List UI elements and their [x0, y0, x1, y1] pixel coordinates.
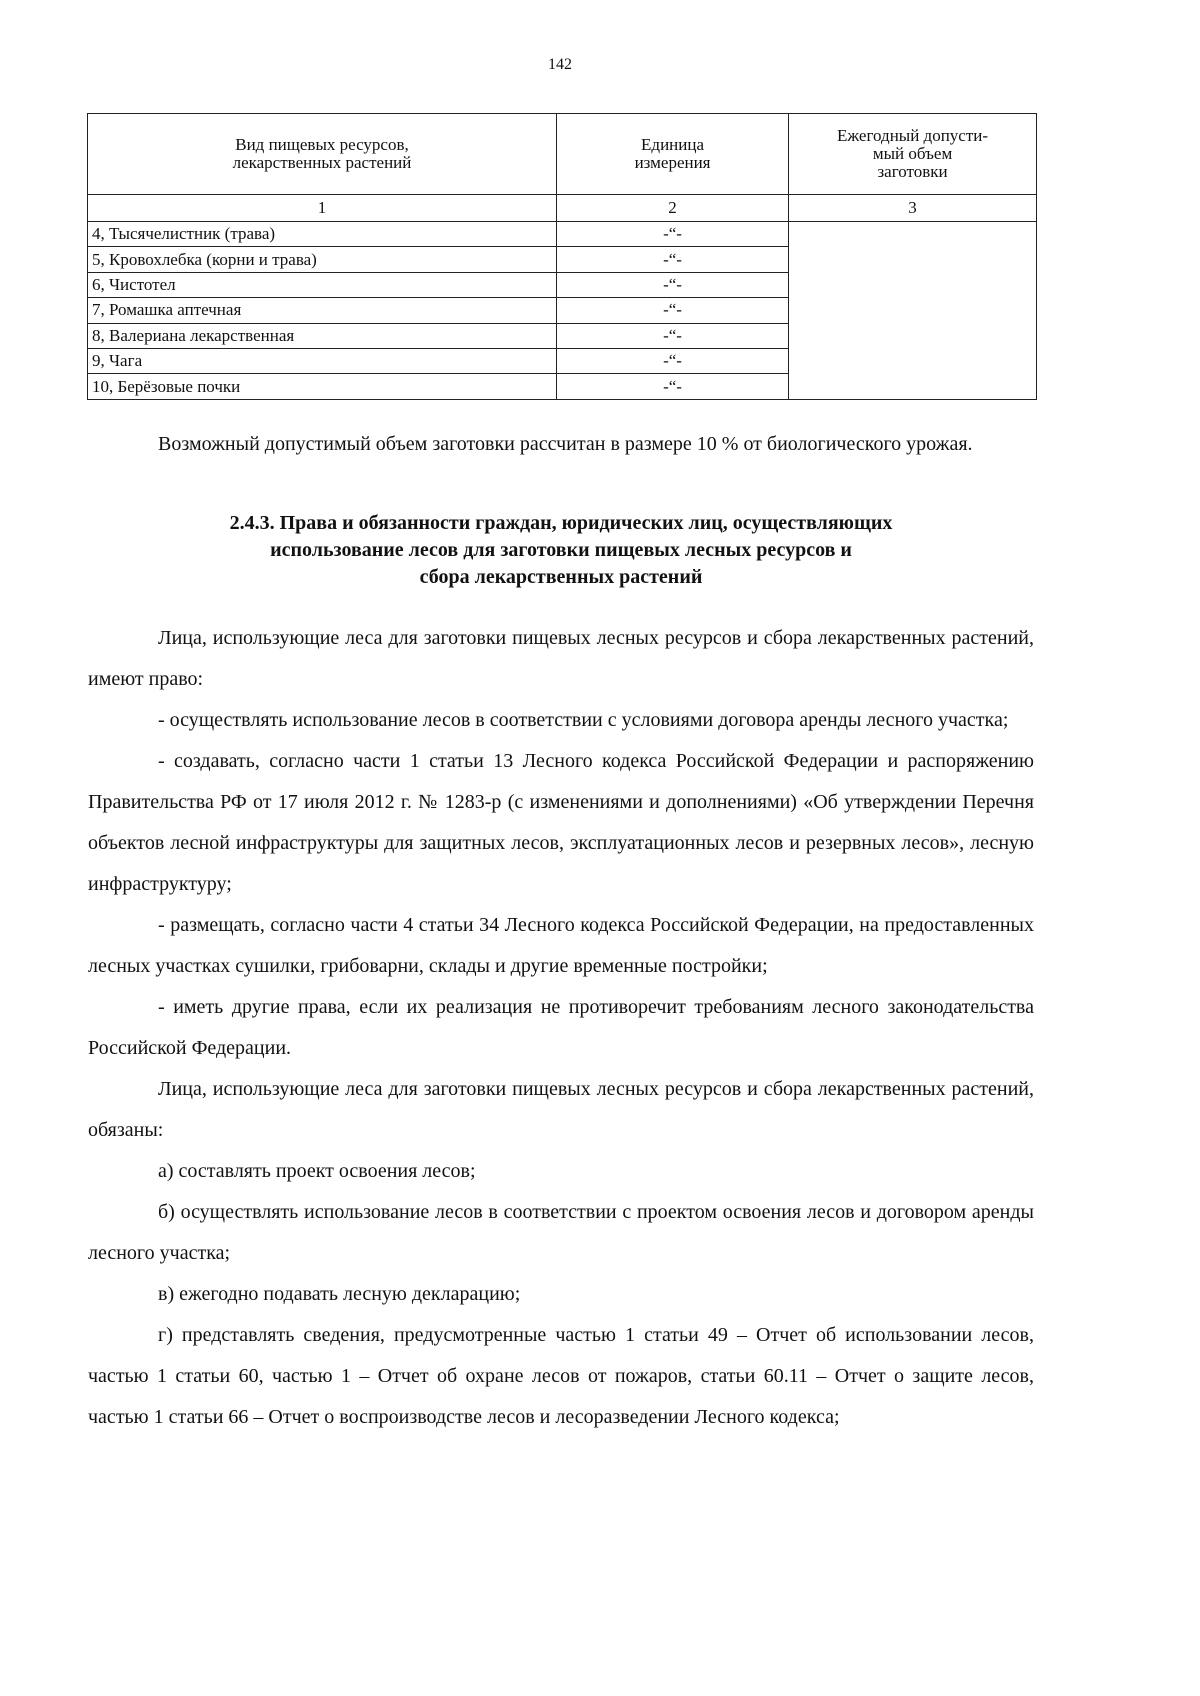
resource-unit: -“- — [556, 272, 788, 297]
resource-name: 4, Тысячелистник (трава) — [88, 222, 557, 247]
resource-name: 9, Чага — [88, 348, 557, 373]
note-paragraph: Возможный допустимый объем заготовки рассчитан в размере 10 % от биологического урожая. — [158, 433, 973, 455]
header-annual-volume — [789, 114, 1037, 195]
header-line: Единица — [641, 135, 705, 155]
table-row — [88, 222, 1037, 247]
heading-line: использование лесов для заготовки пищевых лесных ресурсов и — [270, 539, 852, 561]
rights-intro: Лица, использующие леса для заготовки пищевых лесных ресурсов и сбора лекарственных растений, имеют право: — [88, 627, 1034, 690]
resource-name: 6, Чистотел — [88, 272, 557, 297]
header-line: Вид пищевых ресурсов, — [235, 135, 409, 155]
rights-item: - иметь другие права, если их реализация не противоречит требованиям лесного законодательства Российской Федерации. — [88, 996, 1034, 1059]
resource-unit: -“- — [556, 323, 788, 348]
header-line: заготовки — [877, 161, 948, 181]
resource-name: 7, Ромашка аптечная — [88, 298, 557, 323]
duties-item: б) осуществлять использование лесов в соответствии с проектом освоения лесов и договором аренды лесного участка; — [88, 1201, 1034, 1264]
page-number: 142 — [548, 56, 572, 73]
column-number: 1 — [88, 195, 557, 222]
resource-name: 10, Берёзовые почки — [88, 374, 557, 399]
header-unit — [556, 114, 788, 195]
resource-unit: -“- — [556, 222, 788, 247]
header-line: лекарственных растений — [232, 153, 412, 172]
column-number: 3 — [789, 195, 1037, 222]
column-number-row — [88, 195, 1037, 222]
header-line: измерения — [634, 153, 711, 172]
duties-item: г) представлять сведения, предусмотренные частью 1 статьи 49 – Отчет об использовании лесов, частью 1 статьи 60, частью 1 – Отчет об охране лесов от пожаров, статьи 60.11 – Отчет о защите лесов, частью 1 статьи 66 – Отчет о воспроизводстве лесов и лесоразведении Лесного кодекса; — [88, 1324, 1034, 1428]
section-body — [88, 618, 1034, 1438]
table-note — [88, 424, 1034, 465]
resource-name: 5, Кровохлебка (корни и трава) — [88, 247, 557, 272]
rights-item: - создавать, согласно части 1 статьи 13 Лесного кодекса Российской Федерации и распоряжению Правительства РФ от 17 июля 2012 г. № 1283-р (с изменениями и дополнениями) «Об утверждении Перечня объектов лесной инфраструктуры для защитных лесов, эксплуатационных лесов и резервных лесов», лесную инфраструктуру; — [88, 750, 1034, 895]
resource-unit: -“- — [556, 348, 788, 373]
header-line: Ежегодный допусти- — [837, 126, 989, 146]
heading-line: сбора лекарственных растений — [419, 566, 703, 588]
header-line: мый объем — [872, 144, 953, 164]
heading-line: 2.4.3. Права и обязанности граждан, юридических лиц, осуществляющих — [229, 512, 893, 534]
section-heading — [88, 510, 1034, 591]
resource-unit: -“- — [556, 298, 788, 323]
table-header-row — [88, 114, 1037, 195]
resource-unit: -“- — [556, 374, 788, 399]
duties-intro: Лица, использующие леса для заготовки пищевых лесных ресурсов и сбора лекарственных растений, обязаны: — [88, 1078, 1034, 1141]
column-number: 2 — [556, 195, 788, 222]
resource-unit: -“- — [556, 247, 788, 272]
duties-item: в) ежегодно подавать лесную декларацию; — [158, 1283, 521, 1305]
resources-table — [87, 113, 1037, 400]
rights-item: - осуществлять использование лесов в соответствии с условиями договора аренды лесного участка; — [158, 709, 1009, 731]
header-resource-type — [88, 114, 557, 195]
duties-item: а) составлять проект освоения лесов; — [158, 1160, 476, 1182]
annual-volume-cell — [789, 222, 1037, 400]
rights-item: - размещать, согласно части 4 статьи 34 Лесного кодекса Российской Федерации, на предоставленных лесных участках сушилки, грибоварни, склады и другие временные постройки; — [88, 914, 1034, 977]
resource-name: 8, Валериана лекарственная — [88, 323, 557, 348]
